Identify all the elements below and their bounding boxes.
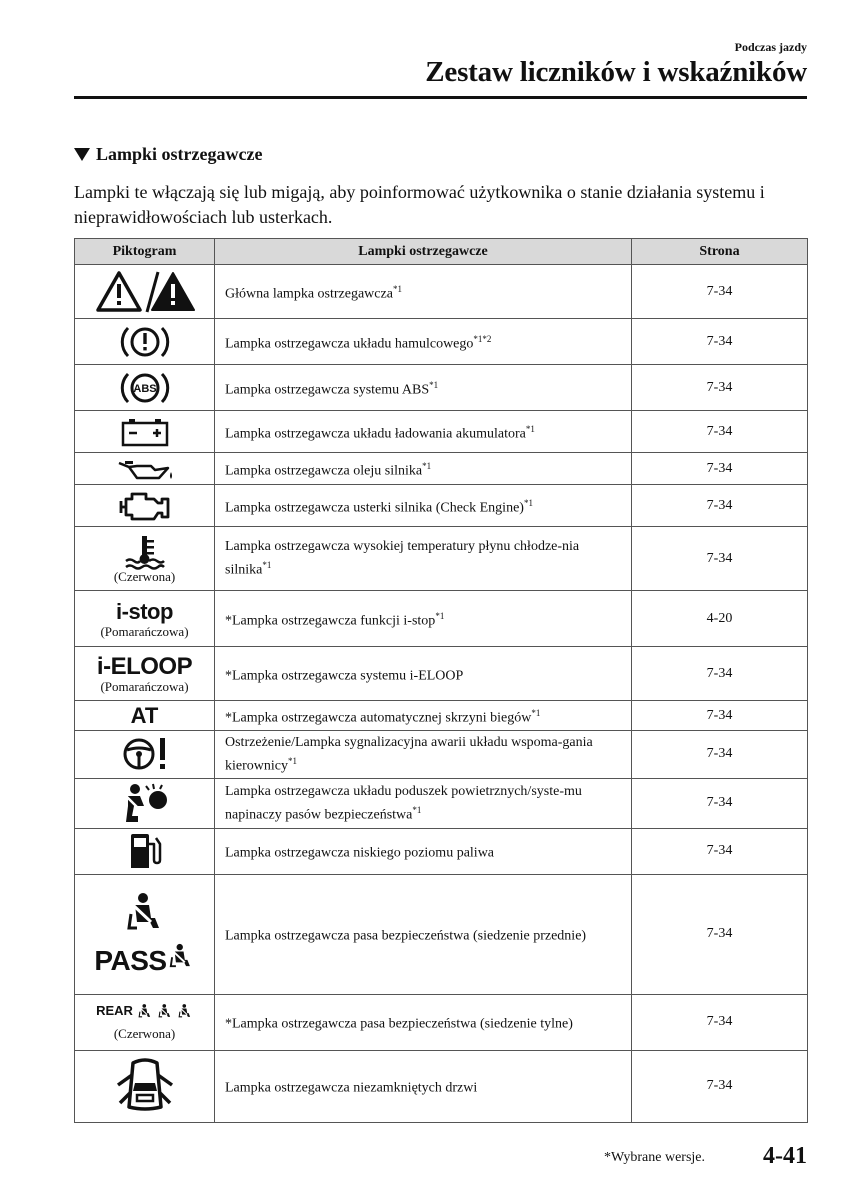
page-cell: 7-34 (632, 411, 808, 453)
table-row (75, 365, 808, 411)
table-row (75, 411, 808, 453)
table-row (75, 591, 808, 647)
page-cell: 4-20 (632, 591, 808, 647)
table-row (75, 527, 808, 591)
page-cell: 7-34 (632, 778, 808, 828)
table-row (75, 453, 808, 485)
description-cell: Lampka ostrzegawcza układu hamulcowego$^{*1*2}$ (215, 319, 632, 365)
description-cell: Lampka ostrzegawcza wysokiej temperatury płynu chłodze-nia silnika$^{*1}$ (215, 527, 632, 591)
icon-caption: (Pomarańczowa) (100, 623, 189, 639)
description-cell: Lampka ostrzegawcza oleju silnika$^{*1}$ (215, 453, 632, 485)
rear-label: REAR (96, 1003, 133, 1019)
description-cell: Lampka ostrzegawcza niskiego poziomu paliwa (215, 828, 632, 874)
table-row (75, 994, 808, 1050)
check-engine-icon (118, 498, 172, 513)
master-warning-icon (95, 284, 195, 299)
description-cell: *Lampka ostrzegawcza automatycznej skrzyni biegów$^{*1}$ (215, 701, 632, 731)
pictogram-cell (75, 828, 215, 874)
header-pictogram: Piktogram (75, 239, 215, 265)
page-cell: 7-34 (632, 453, 808, 485)
coolant-temp-icon (120, 544, 170, 559)
description-cell: *Lampka ostrzegawcza funkcji i-stop$^{*1}$ (215, 591, 632, 647)
seatbelt-front-icon (75, 892, 214, 932)
page-cell: 7-34 (632, 527, 808, 591)
pictogram-cell (75, 411, 215, 453)
description-cell: Główna lampka ostrzegawcza$^{*1}$ (215, 265, 632, 319)
page-cell: 7-34 (632, 1050, 808, 1122)
description-cell: *Lampka ostrzegawcza systemu i-ELOOP (215, 647, 632, 701)
description-cell: Lampka ostrzegawcza układu ładowania akumulatora$^{*1}$ (215, 411, 632, 453)
triangle-down-icon (74, 148, 90, 161)
section-heading (74, 144, 262, 165)
abs-warning-icon (119, 380, 171, 395)
i-eloop-icon: i-ELOOP (96, 653, 193, 680)
footnote: *Wybrane wersje. (604, 1150, 706, 1165)
pictogram-cell (75, 365, 215, 411)
battery-warning-icon (120, 424, 170, 439)
table-row (75, 778, 808, 828)
brake-warning-icon (119, 334, 171, 349)
pictogram-cell (75, 731, 215, 779)
oil-can-icon (115, 461, 175, 476)
description-cell: Lampka ostrzegawcza niezamkniętych drzwi (215, 1050, 632, 1122)
warning-lights-table (74, 238, 808, 1123)
fuel-pump-icon (125, 843, 165, 858)
page-cell: 7-34 (632, 647, 808, 701)
svg-text:ABS: ABS (132, 382, 157, 395)
table-row (75, 265, 808, 319)
at-icon: AT (130, 702, 159, 728)
description-cell: Lampka ostrzegawcza systemu ABS$^{*1}$ (215, 365, 632, 411)
description-cell: Lampka ostrzegawcza układu poduszek powietrznych/syste-mu napinaczy pasów bezpieczeństwa$^{*1}$ (215, 778, 632, 828)
table-row (75, 647, 808, 701)
page-cell: 7-34 (632, 319, 808, 365)
pictogram-cell (75, 527, 215, 591)
description-cell: Lampka ostrzegawcza pasa bezpieczeństwa (siedzenie przednie) (215, 874, 632, 994)
pass-label: PASS (94, 945, 167, 977)
header-rule (74, 96, 807, 99)
seatbelt-passenger-icon (94, 936, 194, 976)
table-row (75, 731, 808, 779)
airbag-icon (120, 795, 170, 810)
pictogram-cell (75, 319, 215, 365)
pictogram-cell (75, 994, 215, 1050)
intro-paragraph: Lampki te włączają się lub migają, aby poinformować użytkownika o stanie działania systemu i nieprawidłowościach lub usterkach. (74, 182, 765, 227)
pictogram-cell (75, 778, 215, 828)
i-stop-icon: i-stop (116, 598, 173, 624)
pictogram-cell (75, 265, 215, 319)
table-row (75, 1050, 808, 1122)
pictogram-cell (75, 485, 215, 527)
page-cell: 7-34 (632, 994, 808, 1050)
page-cell: 7-34 (632, 828, 808, 874)
description-cell: *Lampka ostrzegawcza pasa bezpieczeństwa (siedzenie tylne) (215, 994, 632, 1050)
pictogram-cell (75, 591, 215, 647)
header-section: Podczas jazdy (734, 40, 807, 54)
icon-caption: (Pomarańczowa) (100, 679, 189, 694)
page-cell: 7-34 (632, 265, 808, 319)
pictogram-cell (75, 453, 215, 485)
pictogram-cell (75, 647, 215, 701)
description-cell: Lampka ostrzegawcza usterki silnika (Check Engine)$^{*1}$ (215, 485, 632, 527)
icon-caption: (Czerwona) (113, 1026, 176, 1042)
pictogram-cell (75, 701, 215, 731)
table-row (75, 701, 808, 731)
description-cell: Ostrzeżenie/Lampka sygnalizacyjna awarii układu wspoma-gania kierownicy$^{*1}$ (215, 731, 632, 779)
page-number: 4-41 (763, 1143, 807, 1169)
steering-warning-icon (119, 747, 171, 762)
seatbelt-rear-icon (75, 1003, 214, 1019)
table-row (75, 874, 808, 994)
page-cell: 7-34 (632, 701, 808, 731)
table-header-row (75, 239, 808, 265)
page-title: Zestaw liczników i wskaźników (425, 56, 807, 88)
door-ajar-icon (113, 1078, 177, 1093)
header-lights: Lampki ostrzegawcze (215, 239, 632, 265)
page-cell: 7-34 (632, 485, 808, 527)
page-cell: 7-34 (632, 731, 808, 779)
table-row (75, 485, 808, 527)
table-row (75, 828, 808, 874)
header-page: Strona (632, 239, 808, 265)
pictogram-cell (75, 874, 215, 994)
table-row (75, 319, 808, 365)
page-cell: 7-34 (632, 874, 808, 994)
pictogram-cell (75, 1050, 215, 1122)
section-title-text: Lampki ostrzegawcze (96, 144, 263, 164)
page-cell: 7-34 (632, 365, 808, 411)
icon-caption: (Czerwona) (113, 568, 176, 584)
